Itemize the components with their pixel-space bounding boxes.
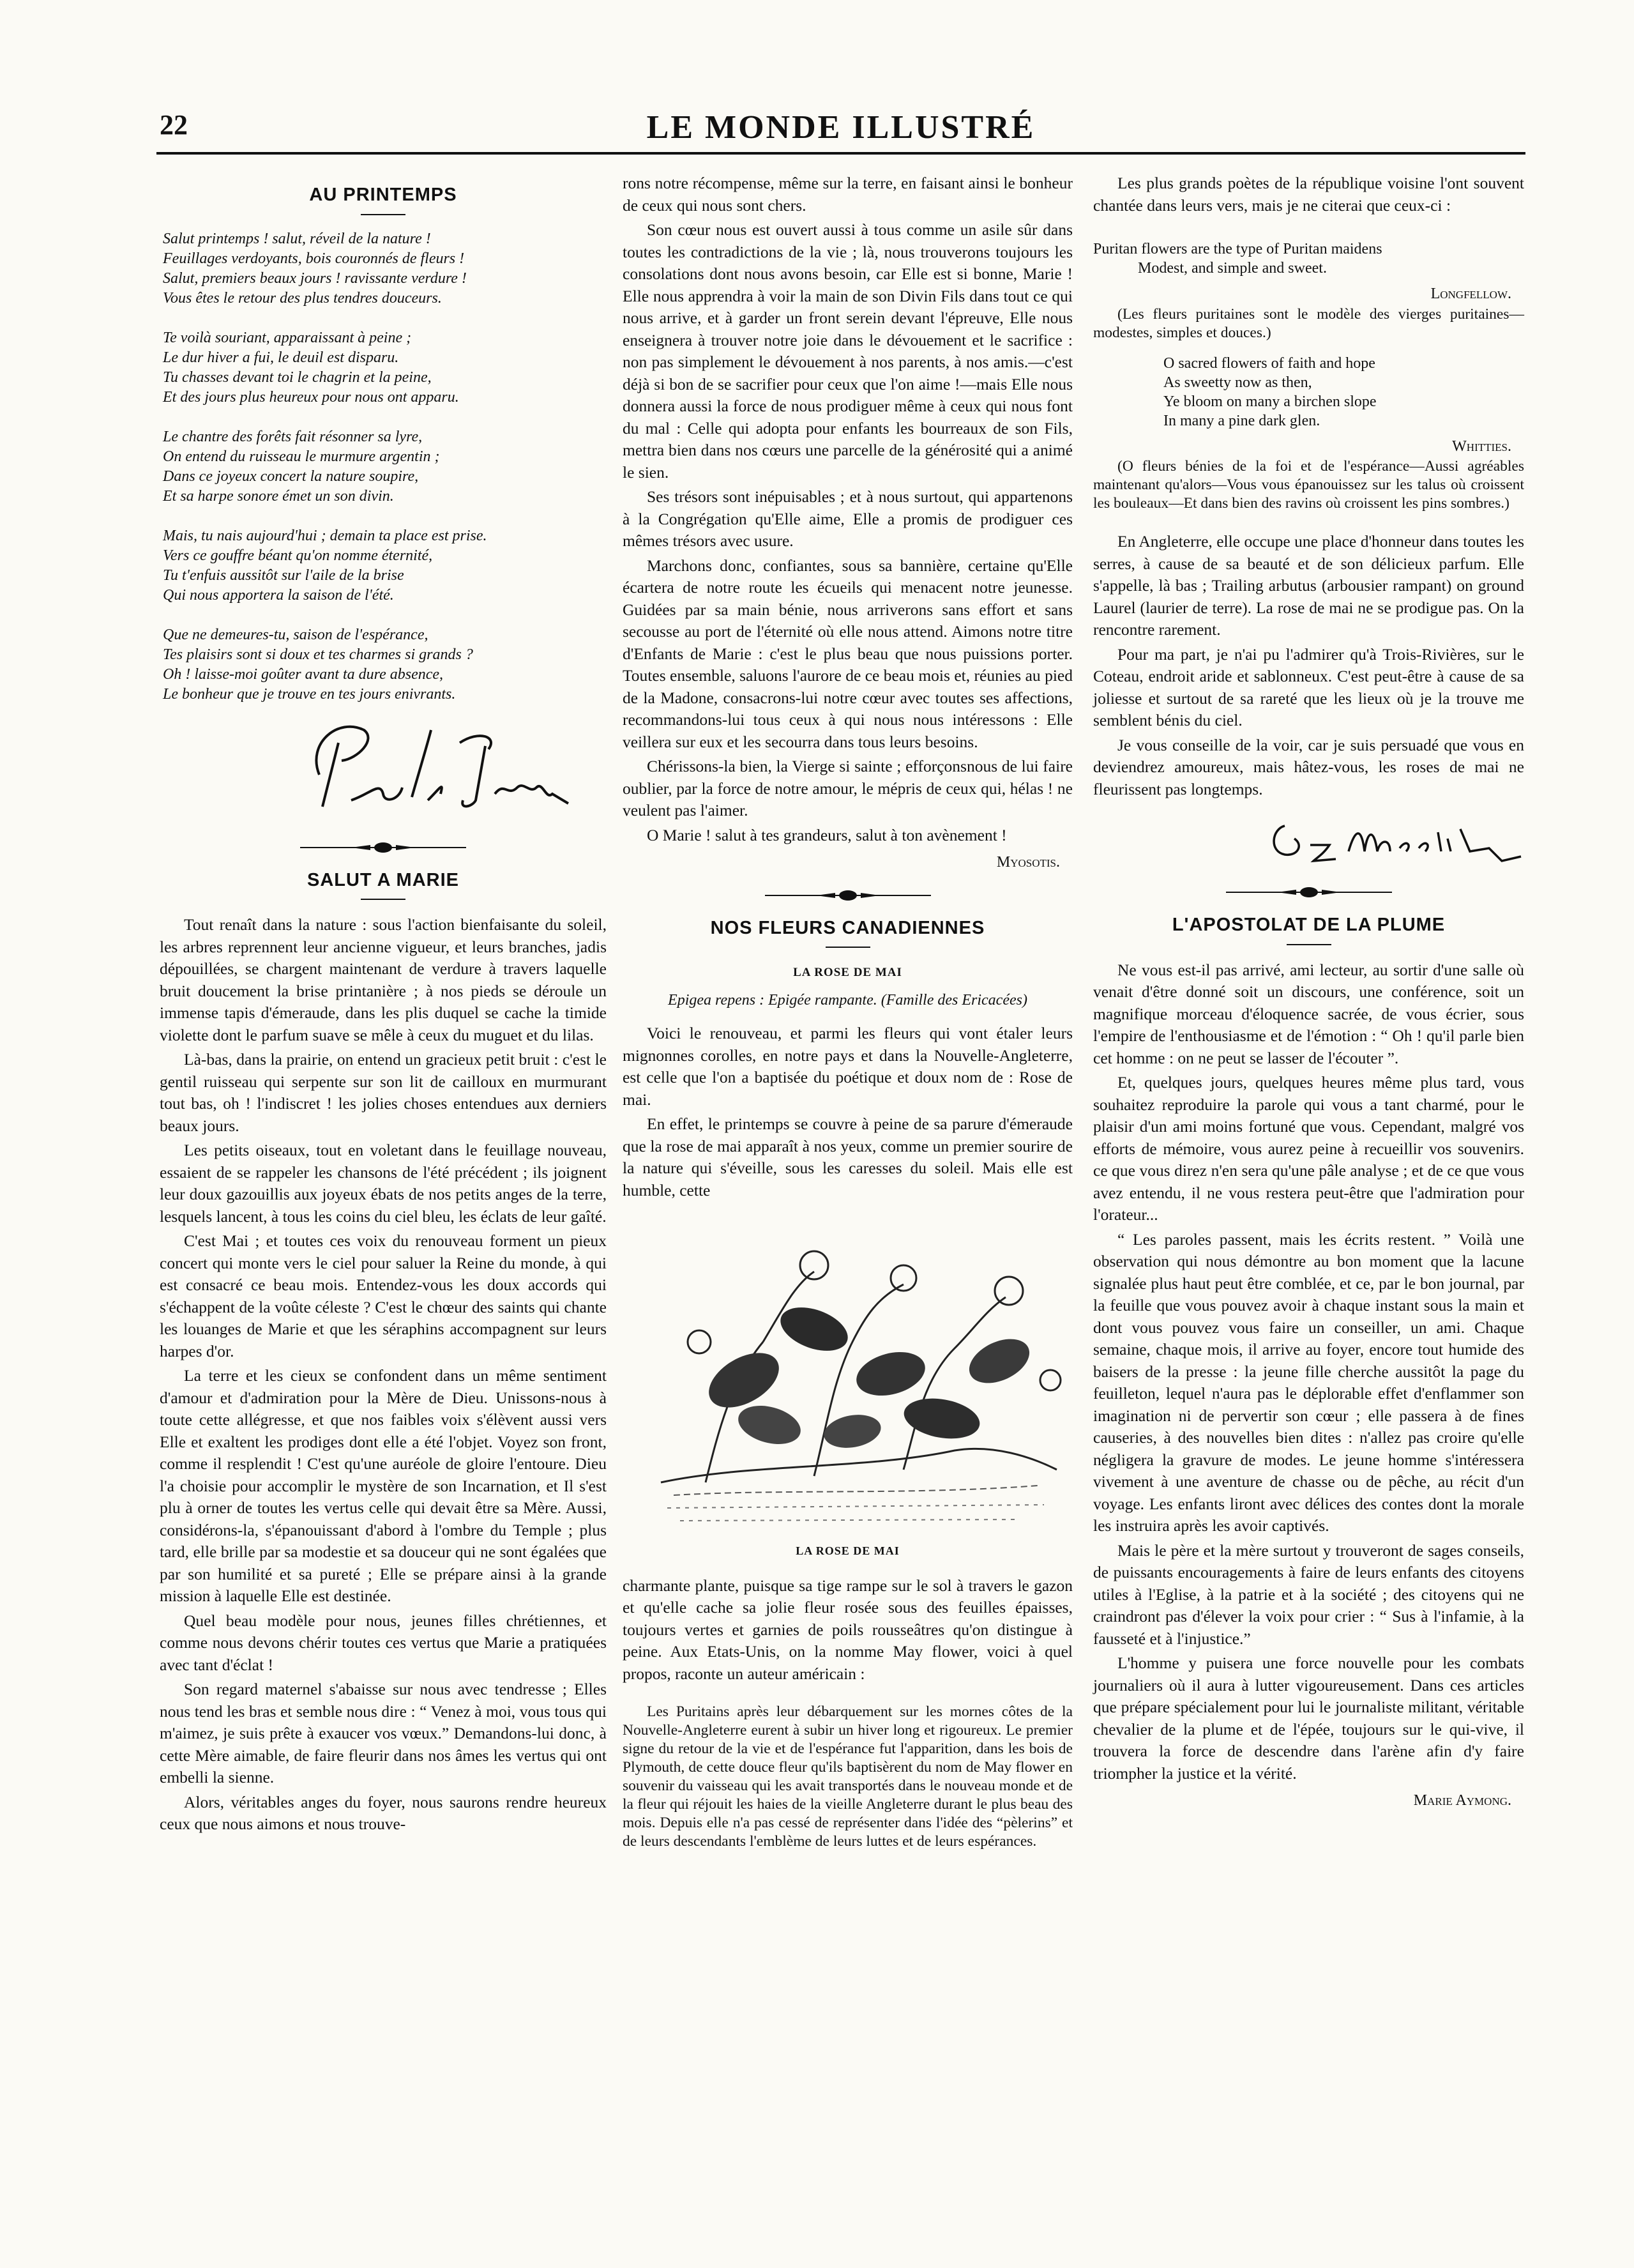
poem-line: Tes plaisirs sont si doux et tes charmes si grands ? — [163, 646, 473, 663]
subheading: LA ROSE DE MAI — [793, 966, 902, 979]
paragraph: Chérissons-la bien, la Vierge si sainte ; efforçonsnous de lui faire oublier, par la force de notre amour, le mépris de ceux qui, hélas ! ne veulent pas l'aimer. — [623, 757, 1073, 819]
poem-line: Dans ce joyeux concert la nature soupire, — [163, 468, 419, 485]
poem-line: Mais, tu nais aujourd'hui ; demain ta place est prise. — [163, 527, 487, 544]
paragraph: Ne vous est-il pas arrivé, ami lecteur, au sortir d'une salle où venait d'être donné soit un discours, une conférence, soit un magnifique morceau d'éloquence sacrée, de vous écrier, sous l'empire de l'enthousiasme et de l'émotion : “ Oh ! qu'il parle bien cet homme : on ne peut se lasser de l'écouter ”. — [1093, 960, 1524, 1067]
column-3 — [1093, 172, 1524, 1812]
poem-line: Salut printemps ! salut, réveil de la nature ! — [163, 230, 431, 247]
article-title-fleurs: NOS FLEURS CANADIENNES — [710, 917, 985, 938]
paragraph: Là-bas, dans la prairie, on entend un gracieux petit bruit : c'est le gentil ruisseau qui serpente sur son lit de cailloux en murmurant tout bas, oh ! l'indiscret ! les jolies choses entendues aux derniers beaux jours. — [160, 1050, 607, 1135]
verse-line: Ye bloom on many a birchen slope — [1163, 393, 1377, 410]
paragraph: La terre et les cieux se confondent dans un même sentiment d'amour et d'admiration pour la Mère de Dieu. Unissons-nous à toute cette allégresse, et que nos faibles voix s'élèvent aussi vers Elle et exaltent les prodiges dont elle a été l'objet. Voyez son front, comme il resplendit ! C'est qu'une auréole de gloire l'entoure. Dieu l'a choisie pour accomplir le mystère de son Incarnation, et Il s'est plu à orner de toutes les vertus celle qui devait être sa Mère. Aussi, considérons-la, s'épanouissant d'abord à l'ombre du Temple ; plus tard, elle brille par sa modestie et sa douceur qui ne sont égalées que par son humilité et sa pureté ; Elle se prépare ainsi à la grande mission à laquelle Elle est destinée. — [160, 1366, 607, 1605]
ornament-rule — [1226, 886, 1392, 899]
poem-line: Tu chasses devant toi le chagrin et la peine, — [163, 369, 432, 386]
author-signature: Marie Aymong. — [1413, 1792, 1511, 1809]
signature-massicotte — [1093, 800, 1524, 871]
paragraph: Son regard maternel s'abaisse sur nous avec tendresse ; Elles nous tend les bras et semble nous dire : “ Venez à moi, vous tous qui m'aimez, je suis prête à exaucer vos vœux.” Demandons-lui donc, à cette Mère aimable, de faire fleurir dans nos âmes les vertus qui ont embelli la sienne. — [160, 1680, 607, 1786]
poem-line: Feuillages verdoyants, bois couronnés de fleurs ! — [163, 250, 465, 267]
masthead: LE MONDE ILLUSTRÉ — [646, 109, 1036, 146]
stanza — [163, 328, 607, 407]
rose-de-mai-illustration — [623, 1214, 1073, 1534]
paragraph: “ Les paroles passent, mais les écrits restent. ” Voilà une observation qui nous démontre au bon moment que la lacune signalée plus haut peut être comblée, et ce, par le bon journal, par la feuille que vous pouvez avoir à chaque instant sous la main et dont vous pouvez vous faire un conseiller, un ami. Chaque semaine, chaque mois, il arrive au foyer, encore tout humide des baisers de la presse : la jeune fille cherche aussitôt la page du feuilleton, lequel n'aura pas le déplorable effet d'enflammer son imagination ni de pervertir son cœur ; elle passera à de fines causeries, à des nouvelles bien dites : n'allez pas croire qu'elle négligera la gravure de modes. Le jeune homme s'intéressera vivement à une aventure de chasse ou de pêche, au récit d'un voyage. Les enfants liront avec délices des contes dont la morale les instruira après les avoir captivés. — [1093, 1229, 1524, 1535]
paragraph: Quel beau modèle pour nous, jeunes filles chrétiennes, et comme nous devons chérir toutes ces vertus que Marie a pratiquées avec tant d'éclat ! — [160, 1611, 607, 1674]
poem-line: Vous êtes le retour des plus tendres douceurs. — [163, 289, 442, 307]
translation: (Les fleurs puritaines sont le modèle des vierges puritaines—modestes, simples et douces.) — [1093, 305, 1524, 341]
stanza — [163, 526, 607, 605]
poem-line: Tu t'enfuis aussitôt sur l'aile de la brise — [163, 567, 404, 584]
title-rule — [361, 214, 405, 215]
title-rule — [361, 899, 405, 900]
paragraph: En effet, le printemps se couvre à peine de sa parure d'émeraude que la rose de mai apparaît à nos yeux, comme un premier sourire de la nature qui s'éveille, sous les caresses du soleil. Mais elle est humble, cette — [623, 1115, 1073, 1199]
ornament-rule — [765, 889, 931, 902]
paragraph: Son cœur nous est ouvert aussi à tous comme un asile sûr dans toutes les contradictions de la vie ; là, nous trouverons toujours les consolations dont nous avons besoin, car Elle est si bonne, Marie ! Elle nous apprendra à voir la main de son Divin Fils dans tout ce qui nous arrive, et à garder un front serein devant l'épreuve, Elle nous enseignera à trouver notre joie dans le dévouement et le sacrifice : non pas simplement le dévouement à nos parents, à nos amis.—c'est déjà si bon de se sacrifier pour ceux que l'on aime !—mais Elle nous donnera aussi la force de nous prodiguer même à ceux qui nous font du mal : Celle qui adopta pour enfants les bourreaux de son Fils, mettra bien dans nos cœurs une parcelle de la générosité qui a animé le sien. — [623, 220, 1073, 482]
verse-author: Longfellow. — [1430, 285, 1511, 302]
title-rule — [1287, 944, 1331, 945]
poem-title: AU PRINTEMPS — [309, 185, 457, 205]
stanza — [163, 625, 607, 704]
paragraph: Les plus grands poètes de la république voisine l'ont souvent chantée dans leurs vers, mais je ne citerai que ceux-ci : — [1093, 174, 1524, 215]
paragraph: C'est Mai ; et toutes ces voix du renouveau forment un pieux concert qui monte vers le ciel pour saluer la Reine du monde, à qui est consacré ce beau mois. Entendez-vous les doux accords qui s'échappent de la voûte céleste ? C'est le chœur des saints qui chante les louanges de Marie et que les séraphins accompagnent sur leurs harpes d'or. — [160, 1231, 607, 1360]
paragraph: Je vous conseille de la voir, car je suis persuadé que vous en deviendrez amoureux, mais hâtez-vous, les roses de mai ne fleurissent pas longtemps. — [1093, 735, 1524, 798]
poem — [163, 229, 607, 704]
poem-line: Et sa harpe sonore émet un son divin. — [163, 487, 394, 505]
poem-line: Salut, premiers beaux jours ! ravissante verdure ! — [163, 270, 467, 287]
ornament-rule — [300, 841, 466, 854]
poem-line: Vers ce gouffre béant qu'on nomme éternité, — [163, 547, 433, 564]
poem-line: Te voilà souriant, apparaissant à peine ; — [163, 329, 412, 346]
verse-longfellow — [1093, 240, 1524, 278]
verse-line: In many a pine dark glen. — [1163, 412, 1320, 429]
poem-line: Le dur hiver a fui, le deuil est disparu. — [163, 349, 399, 366]
title-rule — [826, 947, 870, 948]
poem-line: Et des jours plus heureux pour nous ont apparu. — [163, 388, 459, 406]
paragraph: O Marie ! salut à tes grandeurs, salut à ton avènement ! — [647, 825, 1007, 844]
stanza — [163, 229, 607, 308]
verse-line: O sacred flowers of faith and hope — [1163, 354, 1375, 372]
verse-author: Whitties. — [1452, 438, 1511, 455]
paragraph: Marchons donc, confiantes, sous sa bannière, certaine qu'Elle écartera de notre route les écueils qui menacent notre jeunesse. Guidées par sa main bénie, nous arriverons sans effort et sans secousse au port de l'éternité où elle nous attend. Aimons notre titre d'Enfants de Marie : c'est le plus beau que nous puissions porter. Toutes ensemble, saluons l'aurore de ce beau mois et, réunies au pied de la Madone, consacrons-lui notre cœur avec toutes ses affections, recommandons-lui tous ceux à qui nous nous intéressons : Elle veillera sur eux et les secourra dans tous leurs besoins. — [623, 556, 1073, 751]
page-header — [156, 109, 1525, 148]
signature-paul-ivry — [160, 704, 607, 826]
paragraph: En Angleterre, elle occupe une place d'honneur dans toutes les serres, à cause de sa beauté et de son délicieux parfum. Elle s'appelle, là bas ; Trailing arbutus (arbousier rampant) on ground Laurel (laurier de terre). La rose de mai ne se prodigue pas. On la rencontre rarement. — [1093, 532, 1524, 639]
verse-line: Puritan flowers are the type of Puritan maidens — [1093, 241, 1382, 257]
article-title-salut: SALUT A MARIE — [306, 869, 459, 890]
poem-line: Le bonheur que je trouve en tes jours enivrants. — [163, 685, 456, 703]
verse-line: Modest, and simple and sweet. — [1138, 260, 1327, 277]
column-2 — [623, 172, 1073, 1851]
paragraph: Mais le père et la mère surtout y trouveront de sages conseils, de puissants encouragements à faire de leurs enfants des citoyens utiles à l'Eglise, à la patrie et à la société ; des citoyens qui ne craindront pas d'élever la voix pour crier : “ Sus à l'infamie, à la fausseté et à l'injustice.” — [1093, 1541, 1524, 1648]
paragraph: Les petits oiseaux, tout en voletant dans le feuillage nouveau, essaient de se rappeler les chansons de l'été précédent ; ils joignent leur doux gazouillis aux joyeux ébats de nos petits anges de la terre, lesquels lancent, à tous les coins du ciel bleu, les éclats de leur gaîté. — [160, 1141, 607, 1226]
paragraph: Voici le renouveau, et parmi les fleurs qui vont étaler leurs mignonnes corolles, en notre pays et dans la Nouvelle-Angleterre, est celle que l'on a baptisée du poétique et doux nom de : Rose de mai. — [623, 1024, 1073, 1109]
paragraph: Et, quelques jours, quelques heures même plus tard, vous souhaitez reproduire la parole qui vous a tant charmé, pour le plaisir d'un ami moins fortuné que vous. Cependant, malgré vos efforts de mémoire, vous aurez peine à recueillir vos souvenirs. ce que vous direz n'en sera qu'une pâle analyse ; et de ce que vous avez entendu, il ne vous restera peut-être que l'admiration pour l'orateur... — [1093, 1073, 1524, 1224]
paragraph: charmante plante, puisque sa tige rampe sur le sol à travers le gazon et qu'elle cache sa jolie fleur rosée sous des feuilles épaisses, toujours vertes et garnies de poils rousseâtres qu'on distingue à peine. Aux Etats-Unis, on la nomme May flower, voici à quel propos, raconte un auteur américain : — [623, 1576, 1073, 1683]
column-1 — [160, 172, 607, 1836]
poem-line: Qui nous apportera la saison de l'été. — [163, 586, 394, 604]
paragraph: L'homme y puisera une force nouvelle pour les combats journaliers où il aura à lutter vigoureusement. Dans ces articles que prépare spécialement pour lui le journaliste militant, véritable chevalier de la plume et de l'épée, toujours sur le qui-vive, il trouvera la force de descendre dans l'arène afin d'y faire triompher la justice et la vérité. — [1093, 1654, 1524, 1783]
paragraph: Alors, véritables anges du foyer, nous saurons rendre heureux ceux que nous aimons et nous trouve- — [160, 1792, 607, 1833]
paragraph: rons notre récompense, même sur la terre, en faisant ainsi le bonheur de ceux qui nous sont chers. — [623, 174, 1073, 215]
page-number: 22 — [160, 109, 188, 141]
paragraph: Pour ma part, je n'ai pu l'admirer qu'à Trois-Rivières, sur le Coteau, endroit aride et sablonneux. C'est peut-être à cause de sa joliesse et surtout de sa rareté que les lieux où je la trouve me semblent bénis du ciel. — [1093, 644, 1524, 729]
stanza — [163, 427, 607, 506]
verse-whittier — [1163, 354, 1524, 430]
poem-line: On entend du ruisseau le murmure argentin ; — [163, 448, 440, 465]
poem-line: Que ne demeures-tu, saison de l'espérance, — [163, 626, 428, 643]
poem-line: Le chantre des forêts fait résonner sa lyre, — [163, 428, 423, 445]
article-title-apostolat: L'APOSTOLAT DE LA PLUME — [1172, 915, 1446, 935]
paragraph: Ses trésors sont inépuisables ; et à nous surtout, qui appartenons à la Congrégation qu'Elle aime, Elle a promis de prodiguer ces mêmes trésors avec usure. — [623, 487, 1073, 550]
latin-name: Epigea repens : Epigée rampante. (Famille des Ericacées) — [668, 991, 1027, 1008]
paragraph: Tout renaît dans la nature : sous l'action bienfaisante du soleil, les arbres reprennent leur ancienne vigueur, et leurs branches, jadis dépouillées, se chargent maintenant de verdure à travers laquelle bruit doucement la brise printanière ; à nos pieds se déroule un immense tapis d'émeraude, dans les plis duquel se cache la timide violette dont le parfum suave se mêle à ceux du muguet et du lilas. — [160, 915, 607, 1044]
poem-line: Oh ! laisse-moi goûter avant ta dure absence, — [163, 666, 444, 683]
author-signature: Myosotis. — [996, 854, 1060, 871]
header-rule — [156, 152, 1525, 155]
translation: (O fleurs bénies de la foi et de l'espérance—Aussi agréables maintenant qu'alors—Vous vous épanouissez sur les talus où croissent les bouleaux—Et dans bien des ravins où croissent les pins sombres.) — [1093, 458, 1524, 512]
quote-paragraph: Les Puritains après leur débarquement sur les mornes côtes de la Nouvelle-Angleterre eurent à subir un hiver long et rigoureux. Le premier signe du retour de la vie et de l'espérance fut l'apparition, dans les bois de Plymouth, de cette douce fleur qu'ils baptisèrent du nom de May flower en souvenir du vaisseau qui les avait transportés dans le nouveau monde et de la fleur qui réjouit les haies de la vieille Angleterre durant le plus beau des mois. Depuis elle n'a pas cessé de représenter dans l'idée des “pèlerins” et de leurs descendants l'emblème de leurs luttes et de leurs espérances. — [623, 1703, 1073, 1850]
verse-line: As sweetty now as then, — [1163, 374, 1312, 391]
illustration-caption: LA ROSE DE MAI — [796, 1544, 900, 1557]
